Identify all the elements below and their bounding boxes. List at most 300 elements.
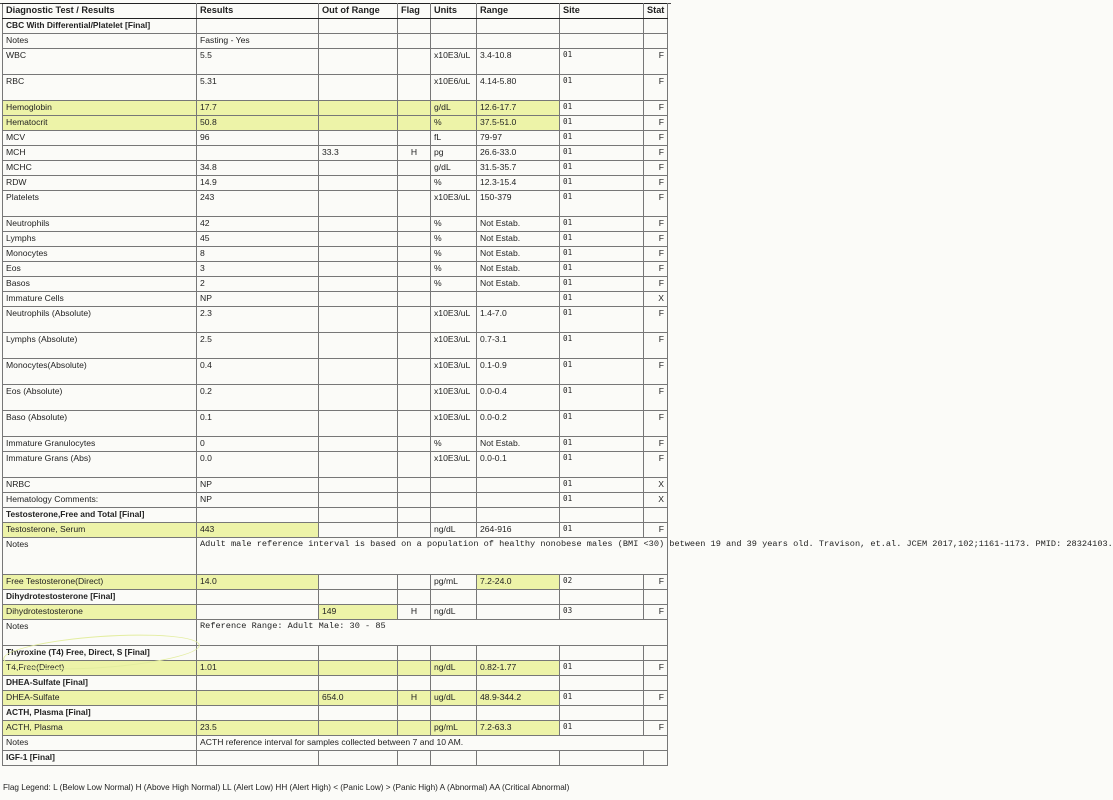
range-value: Not Estab. [477, 437, 560, 452]
test-name: Immature Grans (Abs) [3, 452, 197, 478]
result-row [3, 493, 668, 508]
site-value: 01 [560, 191, 644, 217]
stat-value: F [644, 161, 668, 176]
stat-value: X [644, 478, 668, 493]
test-name: Testosterone, Serum [3, 523, 197, 538]
units-value: pg/mL [431, 721, 477, 736]
stat-value: F [644, 359, 668, 385]
range-value [477, 478, 560, 493]
col-header-site: Site [560, 4, 644, 19]
section-title-cbc: CBC With Differential/Platelet [Final] [3, 19, 197, 34]
section-row-dht [3, 590, 668, 605]
units-value: ng/dL [431, 523, 477, 538]
section-row-testosterone [3, 508, 668, 523]
empty-cell [431, 676, 477, 691]
out-of-range-value: 654.0 [319, 691, 398, 706]
out-of-range-value [319, 359, 398, 385]
units-value: % [431, 232, 477, 247]
out-of-range-value: 33.3 [319, 146, 398, 161]
result-value: 5.31 [197, 75, 319, 101]
flag-value [398, 277, 431, 292]
range-value: Not Estab. [477, 262, 560, 277]
result-value: 2 [197, 277, 319, 292]
result-row [3, 49, 668, 75]
result-row [3, 232, 668, 247]
empty-cell [398, 706, 431, 721]
range-value: 37.5-51.0 [477, 116, 560, 131]
section-title-igf: IGF-1 [Final] [3, 751, 197, 766]
notes-text: Adult male reference interval is based on a population of healthy nonobese males (BMI <30) between 19 and 39 years old. Travison, et.al. JCEM 2017,102;1161-1173. PMID: 28324103. [197, 538, 668, 575]
out-of-range-value [319, 131, 398, 146]
lab-results-table [2, 3, 1113, 766]
out-of-range-value [319, 232, 398, 247]
units-value [431, 493, 477, 508]
empty-cell [644, 508, 668, 523]
range-value [477, 605, 560, 620]
result-row [3, 131, 668, 146]
site-value: 01 [560, 161, 644, 176]
section-row-acth [3, 706, 668, 721]
notes-label: Notes [3, 538, 197, 575]
notes-row-cbc [3, 34, 668, 49]
units-value [431, 478, 477, 493]
out-of-range-value [319, 575, 398, 590]
flag-value [398, 411, 431, 437]
result-row [3, 452, 668, 478]
test-name: MCH [3, 146, 197, 161]
stat-value: F [644, 101, 668, 116]
empty-cell [398, 590, 431, 605]
empty-cell [431, 751, 477, 766]
site-value: 01 [560, 116, 644, 131]
stat-value: F [644, 262, 668, 277]
col-header-test: Diagnostic Test / Results [3, 4, 197, 19]
test-name: Baso (Absolute) [3, 411, 197, 437]
stat-value: F [644, 385, 668, 411]
flag-value [398, 307, 431, 333]
units-value [431, 292, 477, 307]
stat-value: F [644, 575, 668, 590]
notes-text: Reference Range: Adult Male: 30 - 85 [197, 620, 668, 646]
section-row-dhea [3, 676, 668, 691]
empty-cell [319, 751, 398, 766]
flag-value [398, 359, 431, 385]
test-name: Platelets [3, 191, 197, 217]
site-value: 01 [560, 385, 644, 411]
out-of-range-value [319, 292, 398, 307]
range-value: 0.0-0.1 [477, 452, 560, 478]
out-of-range-value [319, 385, 398, 411]
units-value: % [431, 247, 477, 262]
site-value: 01 [560, 146, 644, 161]
empty-cell [431, 19, 477, 34]
test-name: DHEA-Sulfate [3, 691, 197, 706]
range-value: 264-916 [477, 523, 560, 538]
stat-value: F [644, 333, 668, 359]
units-value: ng/dL [431, 605, 477, 620]
notes-label: Notes [3, 736, 197, 751]
header-row [3, 4, 668, 19]
test-name: Lymphs (Absolute) [3, 333, 197, 359]
result-value: 3 [197, 262, 319, 277]
site-value: 02 [560, 575, 644, 590]
flag-value [398, 217, 431, 232]
site-value: 01 [560, 721, 644, 736]
stat-value: X [644, 493, 668, 508]
result-value [197, 605, 319, 620]
empty-cell [197, 590, 319, 605]
result-row [3, 292, 668, 307]
empty-cell [477, 706, 560, 721]
notes-label: Notes [3, 620, 197, 646]
empty-cell [398, 19, 431, 34]
empty-cell [431, 590, 477, 605]
range-value [477, 493, 560, 508]
site-value: 01 [560, 452, 644, 478]
result-row-dhea [3, 691, 668, 706]
result-value: 45 [197, 232, 319, 247]
site-value: 01 [560, 176, 644, 191]
empty-cell [560, 646, 644, 661]
result-value [197, 146, 319, 161]
empty-cell [319, 706, 398, 721]
result-row-t4 [3, 661, 668, 676]
flag-value [398, 437, 431, 452]
range-value: 7.2-63.3 [477, 721, 560, 736]
stat-value: F [644, 691, 668, 706]
col-header-stat: Stat [644, 4, 668, 19]
out-of-range-value [319, 478, 398, 493]
out-of-range-value [319, 661, 398, 676]
range-value [477, 292, 560, 307]
result-row [3, 116, 668, 131]
site-value: 01 [560, 437, 644, 452]
flag-value [398, 131, 431, 146]
test-name: NRBC [3, 478, 197, 493]
out-of-range-value [319, 277, 398, 292]
range-value: 26.6-33.0 [477, 146, 560, 161]
stat-value: F [644, 146, 668, 161]
result-value: 50.8 [197, 116, 319, 131]
empty-cell [197, 646, 319, 661]
range-value: 0.1-0.9 [477, 359, 560, 385]
result-row [3, 359, 668, 385]
site-value: 01 [560, 661, 644, 676]
result-value: 34.8 [197, 161, 319, 176]
units-value: x10E3/uL [431, 191, 477, 217]
flag-value: H [398, 691, 431, 706]
result-row [3, 262, 668, 277]
empty-cell [197, 19, 319, 34]
flag-value [398, 262, 431, 277]
section-row-cbc [3, 19, 668, 34]
empty-cell [197, 751, 319, 766]
notes-row-acth [3, 736, 668, 751]
result-row-free-testosterone [3, 575, 668, 590]
site-value: 01 [560, 359, 644, 385]
units-value: x10E3/uL [431, 411, 477, 437]
flag-value: H [398, 605, 431, 620]
range-value: Not Estab. [477, 232, 560, 247]
empty-cell [560, 34, 644, 49]
range-value: 0.0-0.2 [477, 411, 560, 437]
out-of-range-value [319, 493, 398, 508]
empty-cell [644, 706, 668, 721]
site-value: 01 [560, 411, 644, 437]
result-value: 14.0 [197, 575, 319, 590]
test-name: Basos [3, 277, 197, 292]
notes-row-testosterone [3, 538, 668, 575]
flag-value [398, 478, 431, 493]
empty-cell [398, 676, 431, 691]
flag-value [398, 191, 431, 217]
results-body [3, 19, 1113, 766]
section-title-testosterone: Testosterone,Free and Total [Final] [3, 508, 197, 523]
empty-cell [477, 590, 560, 605]
empty-cell [477, 34, 560, 49]
units-value: x10E3/uL [431, 307, 477, 333]
empty-cell [431, 646, 477, 661]
site-value: 01 [560, 523, 644, 538]
range-value: 48.9-344.2 [477, 691, 560, 706]
result-row [3, 217, 668, 232]
site-value: 01 [560, 691, 644, 706]
out-of-range-value [319, 307, 398, 333]
units-value: x10E3/uL [431, 359, 477, 385]
empty-cell [319, 508, 398, 523]
result-row [3, 176, 668, 191]
test-name: Neutrophils [3, 217, 197, 232]
empty-cell [431, 34, 477, 49]
col-header-results: Results [197, 4, 319, 19]
result-value: 42 [197, 217, 319, 232]
out-of-range-value [319, 176, 398, 191]
test-name: MCV [3, 131, 197, 146]
section-title-t4: Thyroxine (T4) Free, Direct, S [Final] [3, 646, 197, 661]
out-of-range-value [319, 333, 398, 359]
notes-value: Fasting - Yes [197, 34, 319, 49]
out-of-range-value [319, 411, 398, 437]
section-row-t4 [3, 646, 668, 661]
result-value: 0.0 [197, 452, 319, 478]
flag-value [398, 493, 431, 508]
out-of-range-value [319, 247, 398, 262]
result-row-dht [3, 605, 668, 620]
empty-cell [560, 676, 644, 691]
out-of-range-value [319, 721, 398, 736]
out-of-range-value [319, 452, 398, 478]
test-name: RBC [3, 75, 197, 101]
empty-cell [197, 676, 319, 691]
site-value: 01 [560, 49, 644, 75]
result-value: 243 [197, 191, 319, 217]
result-value: 5.5 [197, 49, 319, 75]
stat-value: F [644, 277, 668, 292]
section-title-dht: Dihydrotestosterone [Final] [3, 590, 197, 605]
test-name: MCHC [3, 161, 197, 176]
section-row-igf [3, 751, 668, 766]
stat-value: F [644, 247, 668, 262]
empty-cell [398, 508, 431, 523]
empty-cell [560, 19, 644, 34]
result-value [197, 691, 319, 706]
stat-value: F [644, 411, 668, 437]
result-row [3, 307, 668, 333]
result-row [3, 247, 668, 262]
empty-cell [319, 590, 398, 605]
site-value: 01 [560, 75, 644, 101]
out-of-range-value [319, 437, 398, 452]
out-of-range-value [319, 523, 398, 538]
empty-cell [398, 34, 431, 49]
site-value: 03 [560, 605, 644, 620]
test-name: T4,Free(Direct) [3, 661, 197, 676]
range-value: 0.7-3.1 [477, 333, 560, 359]
result-row [3, 75, 668, 101]
range-value: 0.0-0.4 [477, 385, 560, 411]
result-row-testosterone-serum [3, 523, 668, 538]
test-name: Eos [3, 262, 197, 277]
col-header-out-of-range: Out of Range [319, 4, 398, 19]
units-value: x10E3/uL [431, 333, 477, 359]
test-name: Free Testosterone(Direct) [3, 575, 197, 590]
empty-cell [431, 706, 477, 721]
result-value: 17.7 [197, 101, 319, 116]
flag-value [398, 523, 431, 538]
units-value: pg [431, 146, 477, 161]
empty-cell [644, 34, 668, 49]
test-name: Hemoglobin [3, 101, 197, 116]
units-value: ug/dL [431, 691, 477, 706]
empty-cell [477, 751, 560, 766]
result-value: 96 [197, 131, 319, 146]
out-of-range-value [319, 191, 398, 217]
result-row [3, 385, 668, 411]
empty-cell [560, 508, 644, 523]
empty-cell [477, 646, 560, 661]
stat-value: F [644, 116, 668, 131]
site-value: 01 [560, 101, 644, 116]
flag-value: H [398, 146, 431, 161]
result-value: 8 [197, 247, 319, 262]
result-row [3, 333, 668, 359]
site-value: 01 [560, 333, 644, 359]
range-value: 150-379 [477, 191, 560, 217]
test-name: Monocytes(Absolute) [3, 359, 197, 385]
range-value: 79-97 [477, 131, 560, 146]
units-value: x10E3/uL [431, 49, 477, 75]
stat-value: F [644, 131, 668, 146]
result-row [3, 478, 668, 493]
empty-cell [560, 751, 644, 766]
empty-cell [560, 590, 644, 605]
units-value: ng/dL [431, 661, 477, 676]
out-of-range-value [319, 262, 398, 277]
col-header-range: Range [477, 4, 560, 19]
units-value: x10E3/uL [431, 385, 477, 411]
empty-cell [197, 706, 319, 721]
stat-value: F [644, 437, 668, 452]
result-value: NP [197, 493, 319, 508]
col-header-flag: Flag [398, 4, 431, 19]
empty-cell [477, 19, 560, 34]
empty-cell [560, 706, 644, 721]
range-value: 4.14-5.80 [477, 75, 560, 101]
result-value: 0.2 [197, 385, 319, 411]
flag-value [398, 232, 431, 247]
out-of-range-value [319, 49, 398, 75]
flag-value [398, 292, 431, 307]
empty-cell [477, 508, 560, 523]
units-value: x10E6/uL [431, 75, 477, 101]
stat-value: F [644, 452, 668, 478]
stat-value: F [644, 721, 668, 736]
test-name: Eos (Absolute) [3, 385, 197, 411]
stat-value: F [644, 191, 668, 217]
range-value: 0.82-1.77 [477, 661, 560, 676]
site-value: 01 [560, 232, 644, 247]
empty-cell [644, 590, 668, 605]
out-of-range-value [319, 161, 398, 176]
flag-value [398, 661, 431, 676]
units-value: % [431, 262, 477, 277]
site-value: 01 [560, 307, 644, 333]
flag-value [398, 176, 431, 191]
result-row [3, 191, 668, 217]
stat-value: X [644, 292, 668, 307]
empty-cell [477, 676, 560, 691]
range-value: 12.6-17.7 [477, 101, 560, 116]
result-row [3, 146, 668, 161]
range-value: 1.4-7.0 [477, 307, 560, 333]
empty-cell [319, 676, 398, 691]
flag-value [398, 333, 431, 359]
flag-value [398, 575, 431, 590]
result-row [3, 411, 668, 437]
out-of-range-value: 149 [319, 605, 398, 620]
test-name: RDW [3, 176, 197, 191]
units-value: pg/mL [431, 575, 477, 590]
empty-cell [644, 19, 668, 34]
test-name: Immature Cells [3, 292, 197, 307]
result-value: 0.4 [197, 359, 319, 385]
test-name: Hematology Comments: [3, 493, 197, 508]
col-header-units: Units [431, 4, 477, 19]
units-value: g/dL [431, 161, 477, 176]
site-value: 01 [560, 493, 644, 508]
site-value: 01 [560, 277, 644, 292]
stat-value: F [644, 176, 668, 191]
range-value: 31.5-35.7 [477, 161, 560, 176]
test-name: Immature Granulocytes [3, 437, 197, 452]
range-value: Not Estab. [477, 217, 560, 232]
empty-cell [319, 34, 398, 49]
site-value: 01 [560, 131, 644, 146]
units-value: % [431, 176, 477, 191]
empty-cell [197, 508, 319, 523]
site-value: 01 [560, 262, 644, 277]
units-value: % [431, 116, 477, 131]
result-value: 14.9 [197, 176, 319, 191]
flag-legend: Flag Legend: L (Below Low Normal) H (Above High Normal) LL (Alert Low) HH (Alert High) < (Panic Low) > (Panic High) A (Abnormal) AA (Critical Abnormal) [3, 783, 570, 792]
out-of-range-value [319, 101, 398, 116]
result-value: 0 [197, 437, 319, 452]
empty-cell [398, 751, 431, 766]
range-value: Not Estab. [477, 277, 560, 292]
result-value: NP [197, 292, 319, 307]
flag-value [398, 385, 431, 411]
flag-value [398, 116, 431, 131]
